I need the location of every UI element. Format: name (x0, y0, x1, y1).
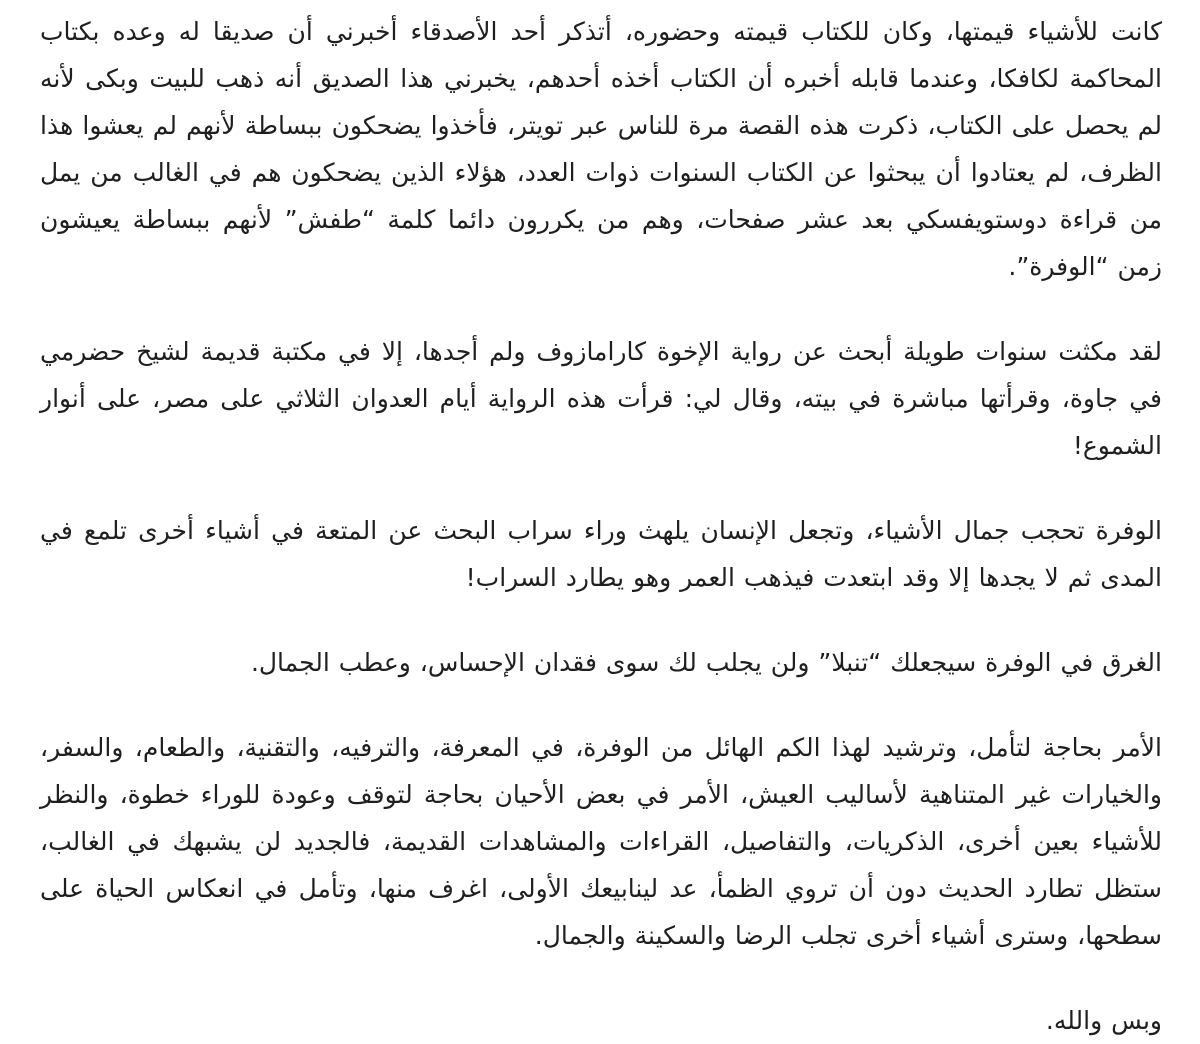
paragraph-5: الأمر بحاجة لتأمل، وترشيد لهذا الكم الهائل من الوفرة، في المعرفة، والترفيه، والتقنية، والطعام، والسفر، والخيارات غير المتناهية لأساليب العيش، الأمر في بعض الأحيان بحاجة لتوقف وعودة للوراء خطوة، والنظر للأشياء بعين أخرى، الذكريات، والتفاصيل، القراءات والمشاهدات القديمة، فالجديد لن يشبهك في الغالب، ستظل تطارد الحديث دون أن تروي الظمأ، عد لينابيعك الأولى، اغرف منها، وتأمل في انعكاس الحياة على سطحها، وسترى أشياء أخرى تجلب الرضا والسكينة والجمال. (40, 733, 1162, 950)
paragraph-1: كانت للأشياء قيمتها، وكان للكتاب قيمته وحضوره، أتذكر أحد الأصدقاء أخبرني أن صديقا له وعده بكتاب المحاكمة لكافكا، وعندما قابله أخبره أن الكتاب أخذه أحدهم، يخبرني هذا الصديق أنه ذهب للبيت وبكى لأنه لم يحصل على الكتاب، ذكرت هذه القصة مرة للناس عبر تويتر، فأخذوا يضحكون ببساطة لأنهم لم يعشوا هذا الظرف، لم يعتادوا أن يبحثوا عن الكتاب السنوات ذوات العدد، هؤلاء الذين يضحكون هم في الغالب من يمل من قراءة دوستويفسكي بعد عشر صفحات، وهم من يكررون دائما كلمة “طفش” لأنهم ببساطة يعيشون زمن “الوفرة”. (40, 17, 1162, 281)
paragraph-3: الوفرة تحجب جمال الأشياء، وتجعل الإنسان يلهث وراء سراب البحث عن المتعة في أشياء أخرى تلمع في المدى ثم لا يجدها إلا وقد ابتعدت فيذهب العمر وهو يطارد السراب! (40, 516, 1162, 592)
paragraph-2: لقد مكثت سنوات طويلة أبحث عن رواية الإخوة كارامازوف ولم أجدها، إلا في مكتبة قديمة لشيخ حضرمي في جاوة، وقرأتها مباشرة في بيته، وقال لي: قرأت هذه الرواية أيام العدوان الثلاثي على مصر، على أنوار الشموع! (40, 337, 1162, 460)
signoff-line: وبس والله. (1045, 1006, 1162, 1035)
paragraph-4: الغرق في الوفرة سيجعلك “تنبلا” ولن يجلب لك سوى فقدان الإحساس، وعطب الجمال. (250, 648, 1162, 677)
